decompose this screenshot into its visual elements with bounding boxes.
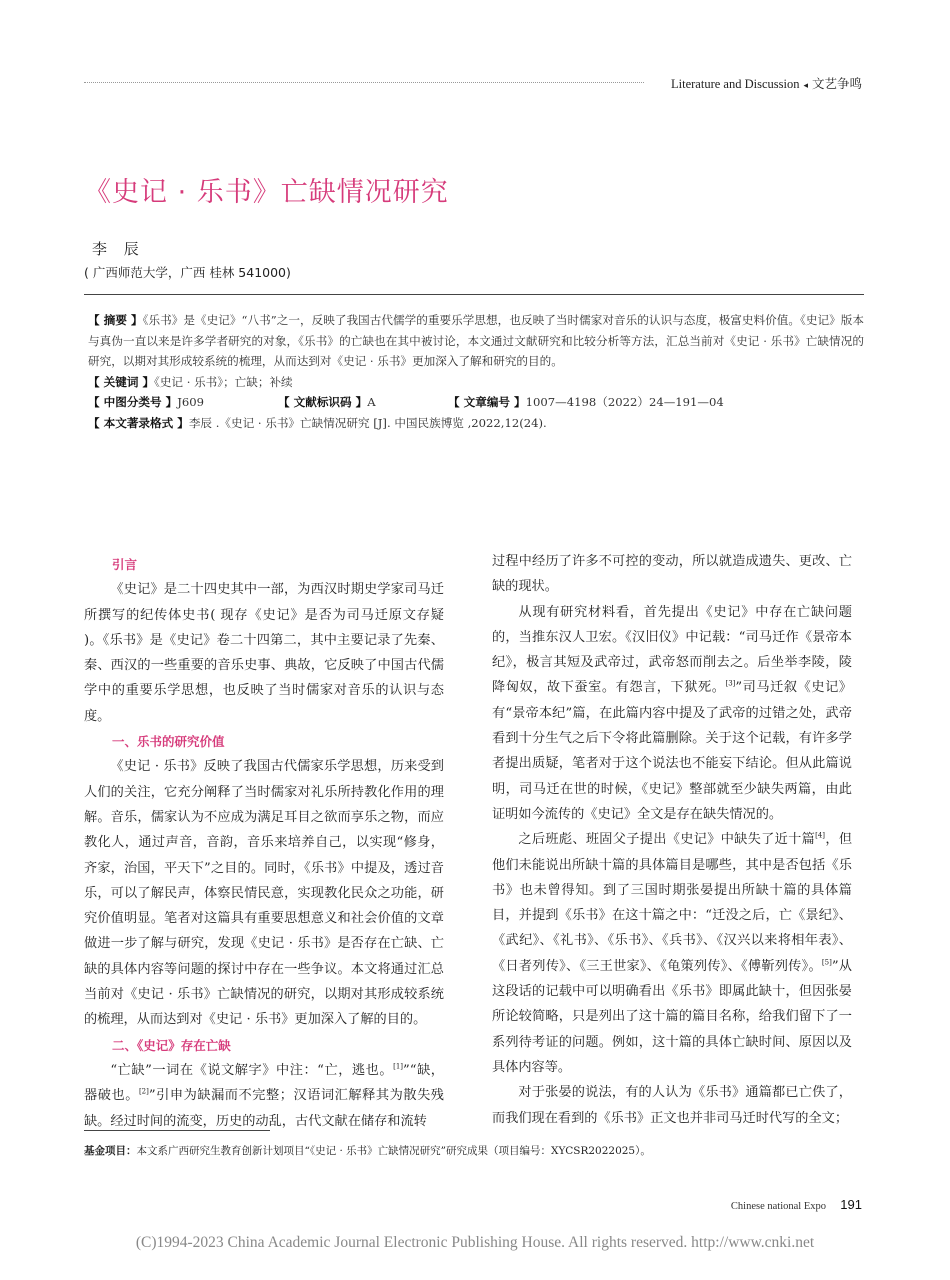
citation-label: 【 本文著录格式 】 [88,415,189,430]
article-no-label: 【 文章编号 】 [448,395,526,409]
text-run: ”从这段话的记载中可以明确看出《乐书》即属此缺十，但因张晏所论较简略，只是列出了这十篇的篇目名称，给我们留下了一系列待考证的问题。例如，这十篇的具体亡缺时间、原因以及具体内容等。 [492,958,852,1075]
citation-text: 李辰 .《史记 · 乐书》亡缺情况研究 [J]. 中国民族博览 ,2022,12(24). [188,415,547,430]
header-section-cn: 文艺争鸣 [811,76,862,91]
page-number: 191 [840,1197,862,1212]
left-column [84,552,444,1134]
keywords-label: 【 关键词 】 [88,374,155,389]
section-heading-intro: 引言 [112,557,138,572]
text-run: “亡缺”一词在《说文解字》中注：“亡，逃也。 [110,1062,394,1078]
doc-code-value: A [367,395,376,409]
header-rule [84,82,644,83]
citation-ref[interactable]: [5] [821,958,832,967]
footnote-rule [84,1130,270,1131]
running-header [671,74,862,92]
header-arrow-icon: ◂ [803,81,808,91]
article-title: 《史记 · 乐书》亡缺情况研究 [84,177,449,208]
paragraph [84,1058,444,1134]
journal-name-footer: Chinese national Expo [730,1201,826,1212]
text-run: ”“缺，器破也。 [84,1062,444,1104]
article-no-value: 1007—4198（2022）24—191—04 [525,395,724,409]
paragraph: 对于张晏的说法，有的人认为《乐书》通篇都已亡佚了，而我们现在看到的《乐书》正文也并非司马迁时代写的全文； [492,1085,852,1126]
paragraph [492,600,852,828]
citation-ref[interactable]: [2] [138,1087,149,1096]
paragraph: 过程中经历了许多不可控的变动，所以就造成遗失、更改、亡缺的现状。 [492,554,852,595]
author: 李 辰 [92,240,145,258]
clc-label: 【 中图分类号 】 [88,395,178,409]
text-run: ”司马迁叙《史记》有“景帝本纪”篇，在此篇内容中提及了武帝的过错之处，武帝看到十分生气之后下令将此篇删除。关于这个记载，有许多学者提出质疑，笔者对于这个说法也不能妄下结论。但从此篇说明，司马迁在世的时候，《史记》整部就至少缺失两篇，由此证明如今流传的《史记》全文是存在缺失情况的。 [492,680,852,822]
citation-ref[interactable]: [4] [815,831,826,840]
text-run: 之后班彪、班固父子提出《史记》中缺失了近十篇 [518,832,816,848]
section-heading-2: 二、《史记》存在亡缺 [112,1037,231,1053]
text-run: ”引申为缺漏而不完整；汉语词汇解释其为散失残缺。经过时间的流变，历史的动乱，古代文献在储存和流转 [84,1088,444,1129]
right-column [492,549,852,1131]
footnote-label: 基金项目： [84,1145,137,1157]
text-run: ，但他们未能说出所缺十篇的具体篇目是哪些，其中是否包括《乐书》也未曾得知。到了三国时期张晏提出所缺十篇的具体篇目，并提到《乐书》在这十篇之中：“迁没之后，亡《景纪》、《武纪》、《礼书》、《乐书》、《兵书》、《汉兴以来将相年表》、《日者列传》、《三王世家》、《龟策列传》、《傅靳列传》。 [492,832,853,974]
footnote [84,1143,864,1158]
affiliation: ( 广西师范大学，广西 桂林 541000) [84,265,291,280]
title-divider [84,294,864,295]
copyright-watermark: (C)1994-2023 China Academic Journal Electronic Publishing House. All rights reserved. http://www.cnki.net [135,1234,815,1251]
classification-row [88,392,864,413]
section-heading-1: 一、乐书的研究价值 [112,734,225,750]
citation [88,413,864,434]
text-run: 从现有研究材料看，首先提出《史记》中存在亡缺问题的，当推东汉人卫宏。《汉旧仪》中记载：“司马迁作《景帝本纪》，极言其短及武帝过，武帝怒而削去之。后坐举李陵，陵降匈奴，故下蚕室。有怨言，下狱死。 [492,604,852,696]
paragraph: 《史记 · 乐书》反映了我国古代儒家乐学思想，历来受到人们的关注，它充分阐释了当时儒家对礼乐所持教化作用的理解。音乐，儒家认为不应成为满足耳目之欲而享乐之物，而应教化人，通过声音，音韵，音乐来培养自己，以实现“修身，齐家，治国，平天下”之目的。同时，《乐书》中提及，透过音乐，可以了解民声，体察民情民意，实现教化民众之功能，研究价值明显。笔者对这篇具有重要思想意义和社会价值的文章做进一步了解与研究，发现《史记 · 乐书》是否存在亡缺、亡缺的具体内容等问题的探讨中存在一些争议。本文将通过汇总当前对《史记 · 乐书》亡缺情况的研究，以期对其形成较系统的梳理，从而达到对《史记 · 乐书》更加深入了解的目的。 [84,759,444,1028]
citation-ref[interactable]: [1] [393,1062,404,1071]
abstract-text: 《乐书》是《史记》“八书”之一，反映了我国古代儒学的重要乐学思想，也反映了当时儒家对音乐的认识与态度，极富史料价值。《史记》版本与真伪一直以来是许多学者研究的对象，《乐书》的亡缺也在其中被讨论，本文通过文献研究和比较分析等方法，汇总当前对《史记 · 乐书》亡缺情况的研究，以期对其形成较系统的梳理，从而达到对《史记 · 乐书》更加深入了解和研究的目的。 [88,313,864,368]
header-section-en: Literature and Discussion [671,77,800,91]
abstract-label: 【 摘要 】 [88,313,143,327]
abstract-block [88,310,864,433]
abstract [88,310,864,372]
clc-value: J609 [177,395,205,409]
doc-code-label: 【 文献标识码 】 [278,395,368,409]
footnote-text: 本文系广西研究生教育创新计划项目“《史记 · 乐书》亡缺情况研究”研究成果（项目编号：XYCSR2022025）。 [136,1145,651,1157]
keywords [88,372,864,393]
keywords-text: 《史记 · 乐书》；亡缺；补续 [154,374,293,389]
citation-ref[interactable]: [3] [725,680,736,689]
paragraph: 《史记》是二十四史其中一部，为西汉时期史学家司马迁所撰写的纪传体史书( 现存《史记》是否为司马迁原文存疑 )。《乐书》是《史记》卷二十四第二，其中主要记录了先秦、秦、西汉的一些重要的音乐史事、典故，它反映了中国古代儒学中的重要乐学思想，也反映了当时儒家对音乐的认识与态度。 [84,582,444,724]
paragraph [492,827,852,1080]
